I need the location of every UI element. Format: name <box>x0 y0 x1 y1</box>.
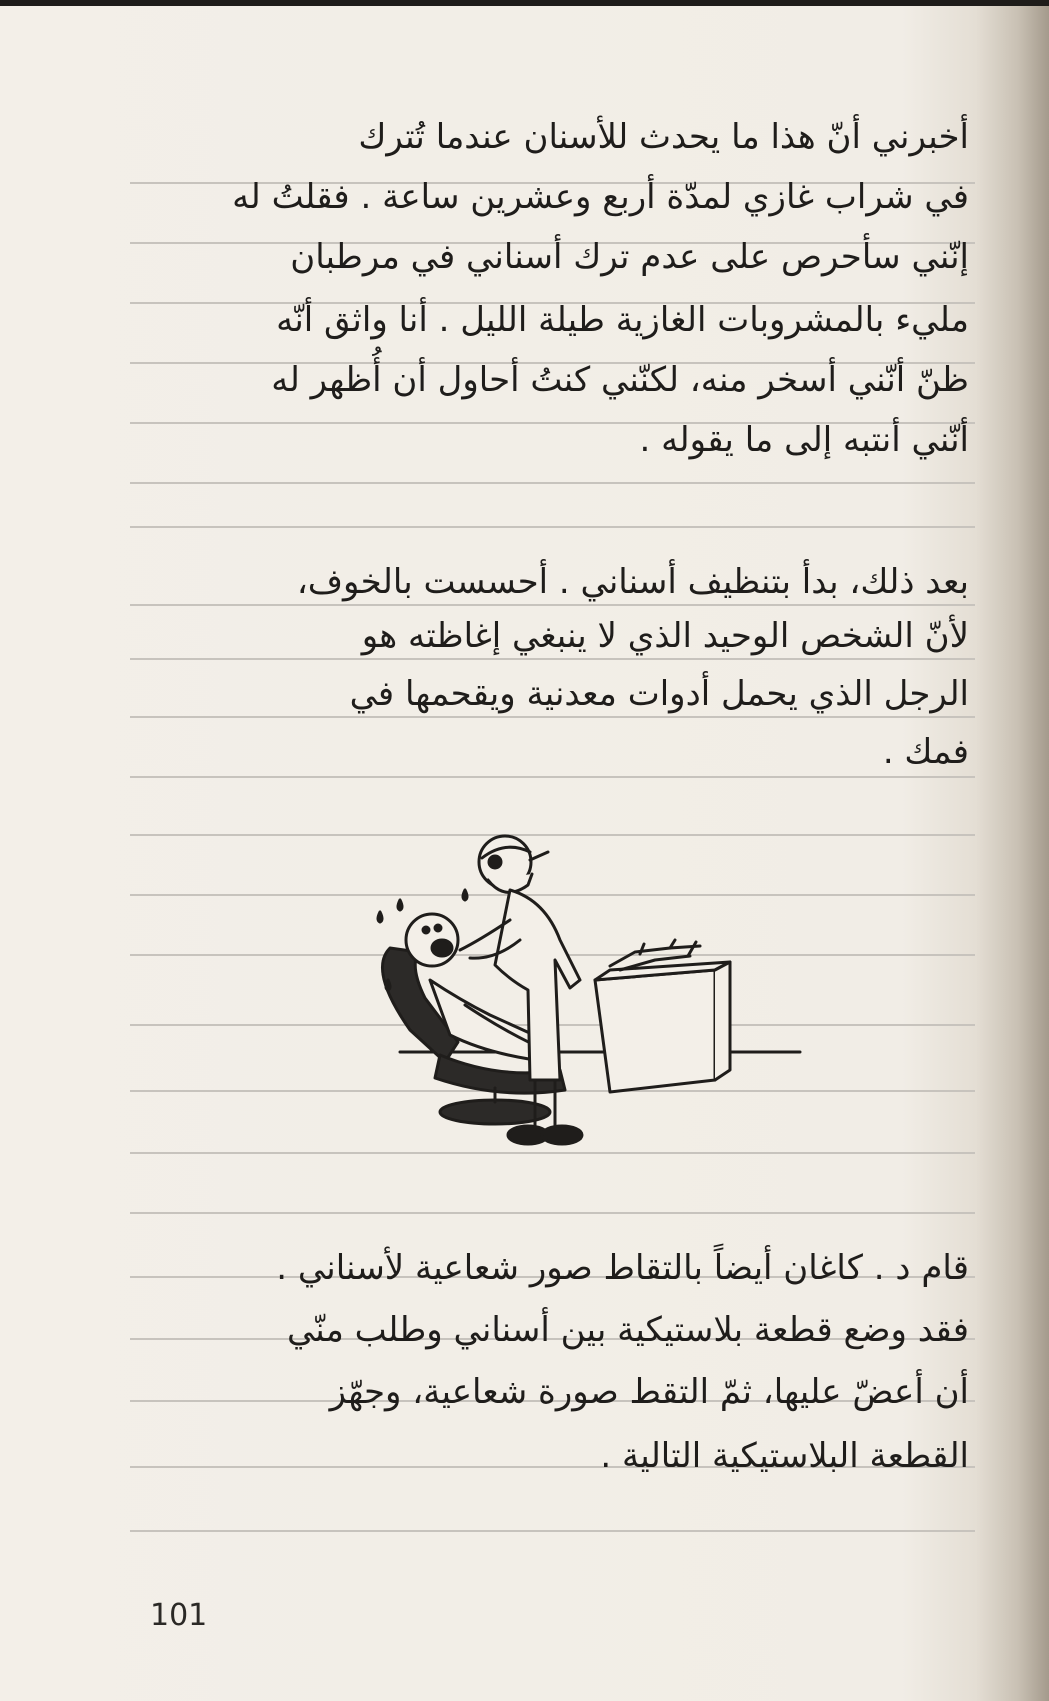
page-top-edge <box>0 0 1049 6</box>
ruled-line <box>130 526 975 528</box>
text-line: القطعة البلاستيكية التالية . <box>600 1436 969 1476</box>
text-line: أن أعضّ عليها، ثمّ التقط صورة شعاعية، وجهّز <box>329 1372 969 1412</box>
patient-head <box>406 914 458 966</box>
ruled-line <box>130 658 975 660</box>
text-line: أخبرني أنّ هذا ما يحدث للأسنان عندما تُترك <box>358 117 969 157</box>
ruled-line <box>130 1212 975 1214</box>
text-line: أنّني أنتبه إلى ما يقوله . <box>639 420 969 460</box>
text-line: ظنّ أنّني أسخر منه، لكنّني كنتُ أحاول أن أُظهر له <box>271 360 969 400</box>
dentist-illustration <box>370 830 810 1160</box>
text-line: الرجل الذي يحمل أدوات معدنية ويقحمها في <box>349 674 969 714</box>
dentist-shoe <box>542 1126 582 1144</box>
text-line: لأنّ الشخص الوحيد الذي لا ينبغي إغاظته هو <box>361 616 969 656</box>
text-line: مليء بالمشروبات الغازية طيلة الليل . أنا واثق أنّه <box>276 300 969 340</box>
text-line: إنّني سأحرص على عدم ترك أسناني في مرطبان <box>290 237 969 277</box>
text-line: في شراب غازي لمدّة أربع وعشرين ساعة . فقلتُ له <box>232 177 969 217</box>
ruled-line <box>130 482 975 484</box>
dentist-head-mirror <box>489 856 501 868</box>
page-number: 101 <box>150 1598 208 1633</box>
patient-open-mouth <box>432 940 452 956</box>
ruled-line <box>130 776 975 778</box>
ruled-line <box>130 604 975 606</box>
ruled-line <box>130 716 975 718</box>
ruled-line <box>130 1530 975 1532</box>
text-line: فقد وضع قطعة بلاستيكية بين أسناني وطلب منّي <box>286 1310 969 1350</box>
cabinet <box>595 970 715 1092</box>
text-line: قام د . كاغان أيضاً بالتقاط صور شعاعية لأسناني . <box>276 1248 969 1288</box>
text-line: فمك . <box>882 732 969 772</box>
text-line: بعد ذلك، بدأ بتنظيف أسناني . أحسست بالخوف، <box>296 562 969 602</box>
